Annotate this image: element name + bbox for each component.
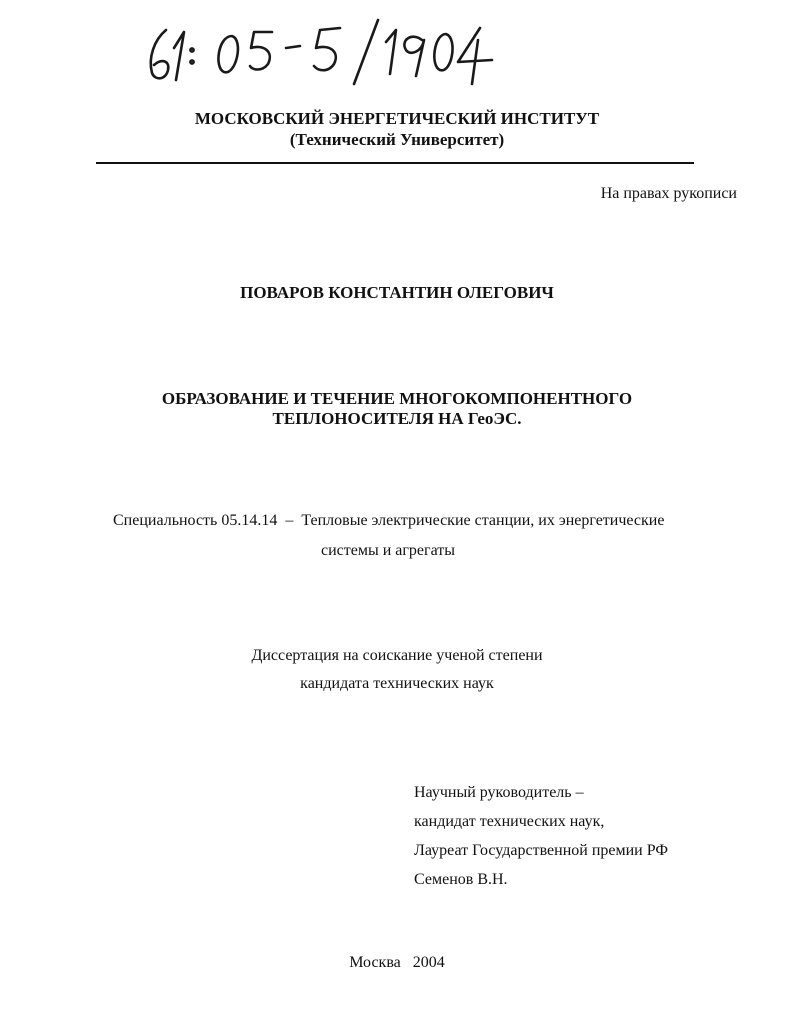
degree-line-2: кандидата технических наук xyxy=(300,675,494,692)
dissertation-title xyxy=(0,389,794,429)
title-line-1: ОБРАЗОВАНИЕ И ТЕЧЕНИЕ МНОГОКОМПОНЕНТНОГО xyxy=(161,389,633,408)
degree-line-1: Диссертация на соискание ученой степени xyxy=(251,647,543,664)
header-divider xyxy=(96,162,694,164)
manuscript-rights-note: На правах рукописи xyxy=(600,185,737,202)
handwritten-archive-number xyxy=(140,18,500,88)
advisor-award: Лауреат Государственной премии РФ xyxy=(414,842,669,859)
advisor-name: Семенов В.Н. xyxy=(414,871,508,888)
author-name: ПОВАРОВ КОНСТАНТИН ОЛЕГОВИЧ xyxy=(240,283,554,302)
place-and-year: Москва 2004 xyxy=(349,954,445,971)
degree-block xyxy=(0,642,794,698)
advisor-role: Научный руководитель – xyxy=(414,784,584,801)
handwritten-number-drawing xyxy=(140,18,500,88)
advisor-block xyxy=(414,778,668,894)
advisor-degree: кандидат технических наук, xyxy=(414,813,605,830)
specialty-line-1: Специальность 05.14.14 – Тепловые электрические станции, их энергетические xyxy=(113,512,665,529)
institute-name: МОСКОВСКИЙ ЭНЕРГЕТИЧЕСКИЙ ИНСТИТУТ xyxy=(194,109,600,128)
specialty-line-2: системы и агрегаты xyxy=(320,542,456,559)
institute-block xyxy=(0,108,794,150)
specialty-block xyxy=(113,506,733,566)
institute-subtitle: (Технический Университет) xyxy=(289,130,505,149)
title-line-2: ТЕПЛОНОСИТЕЛЯ НА ГеоЭС. xyxy=(272,409,522,428)
